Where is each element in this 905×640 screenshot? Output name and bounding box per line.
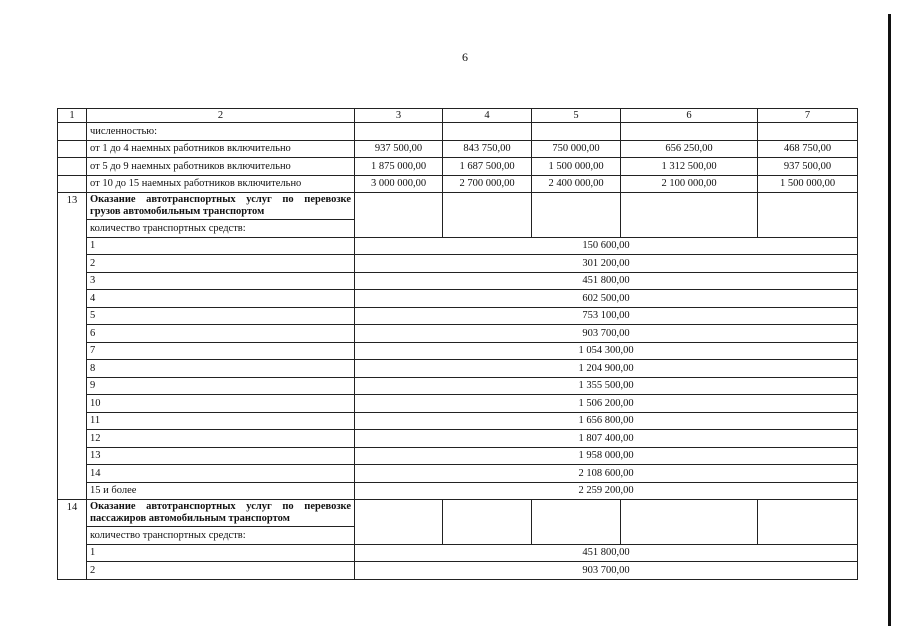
value-cell: 2 700 000,00 <box>443 175 532 193</box>
merged-value-cell: 903 700,00 <box>355 562 858 580</box>
merged-value-cell: 753 100,00 <box>355 307 858 325</box>
section-title: Оказание автотранспортных услуг по перевозке пассажиров автомобильным транспортом <box>87 500 355 527</box>
merged-value-cell: 2 108 600,00 <box>355 465 858 483</box>
table-row <box>58 272 858 290</box>
empty-value-cell <box>355 500 443 545</box>
merged-value-cell: 451 800,00 <box>355 544 858 562</box>
value-cell: 656 250,00 <box>621 140 758 158</box>
value-cell: 1 500 000,00 <box>758 175 858 193</box>
table-row <box>58 140 858 158</box>
merged-value-cell: 903 700,00 <box>355 325 858 343</box>
merged-value-cell: 150 600,00 <box>355 237 858 255</box>
value-cell: 750 000,00 <box>532 140 621 158</box>
row-label: 7 <box>87 342 355 360</box>
table-row <box>58 307 858 325</box>
table-row <box>58 360 858 378</box>
merged-value-cell: 1 204 900,00 <box>355 360 858 378</box>
page-number: 6 <box>462 50 468 64</box>
value-cell <box>532 123 621 141</box>
row-label: численностью: <box>87 123 355 141</box>
value-cell <box>443 123 532 141</box>
section-title-row <box>58 193 858 220</box>
table-row <box>58 430 858 448</box>
value-cell: 937 500,00 <box>355 140 443 158</box>
empty-value-cell <box>621 500 758 545</box>
row-label: 9 <box>87 377 355 395</box>
scan-edge-line <box>888 14 891 626</box>
row-label: 8 <box>87 360 355 378</box>
value-cell <box>621 123 758 141</box>
value-cell: 2 400 000,00 <box>532 175 621 193</box>
table-row <box>58 237 858 255</box>
value-cell: 843 750,00 <box>443 140 532 158</box>
column-number-cell: 5 <box>532 109 621 123</box>
value-cell: 3 000 000,00 <box>355 175 443 193</box>
empty-value-cell <box>758 500 858 545</box>
section-number: 13 <box>58 193 87 500</box>
row-number-cell <box>58 140 87 158</box>
row-label: от 1 до 4 наемных работников включительно <box>87 140 355 158</box>
row-label: 1 <box>87 237 355 255</box>
row-label: 1 <box>87 544 355 562</box>
value-cell <box>355 123 443 141</box>
empty-value-cell <box>443 193 532 238</box>
row-label: 2 <box>87 255 355 273</box>
column-number-row <box>58 109 858 123</box>
merged-value-cell: 1 807 400,00 <box>355 430 858 448</box>
column-number-cell: 3 <box>355 109 443 123</box>
row-number-cell <box>58 123 87 141</box>
merged-value-cell: 602 500,00 <box>355 290 858 308</box>
row-number-cell <box>58 175 87 193</box>
row-label: 10 <box>87 395 355 413</box>
merged-value-cell: 1 656 800,00 <box>355 412 858 430</box>
merged-value-cell: 1 054 300,00 <box>355 342 858 360</box>
value-cell: 1 687 500,00 <box>443 158 532 176</box>
table-row <box>58 377 858 395</box>
table-row <box>58 255 858 273</box>
empty-value-cell <box>355 193 443 238</box>
row-label: 6 <box>87 325 355 343</box>
value-cell: 468 750,00 <box>758 140 858 158</box>
row-label: 14 <box>87 465 355 483</box>
table-row <box>58 290 858 308</box>
table-row <box>58 544 858 562</box>
merged-value-cell: 1 355 500,00 <box>355 377 858 395</box>
section-sublabel: количество транспортных средств: <box>87 220 355 238</box>
value-cell: 1 500 000,00 <box>532 158 621 176</box>
column-number-cell: 2 <box>87 109 355 123</box>
column-number-cell: 1 <box>58 109 87 123</box>
empty-value-cell <box>621 193 758 238</box>
table-row <box>58 482 858 500</box>
row-label: от 5 до 9 наемных работников включительно <box>87 158 355 176</box>
row-label: 5 <box>87 307 355 325</box>
merged-value-cell: 301 200,00 <box>355 255 858 273</box>
table-row <box>58 562 858 580</box>
value-cell: 937 500,00 <box>758 158 858 176</box>
merged-value-cell: 2 259 200,00 <box>355 482 858 500</box>
row-label: 4 <box>87 290 355 308</box>
column-number-cell: 6 <box>621 109 758 123</box>
table-row <box>58 123 858 141</box>
row-label: 12 <box>87 430 355 448</box>
table-row <box>58 158 858 176</box>
empty-value-cell <box>443 500 532 545</box>
empty-value-cell <box>532 193 621 238</box>
section-title-row <box>58 500 858 527</box>
merged-value-cell: 1 506 200,00 <box>355 395 858 413</box>
table-row <box>58 325 858 343</box>
section-title: Оказание автотранспортных услуг по перевозке грузов автомобильным транспортом <box>87 193 355 220</box>
value-cell: 1 312 500,00 <box>621 158 758 176</box>
row-label: 11 <box>87 412 355 430</box>
value-cell <box>758 123 858 141</box>
value-cell: 2 100 000,00 <box>621 175 758 193</box>
section-sublabel: количество транспортных средств: <box>87 527 355 545</box>
table-row <box>58 342 858 360</box>
row-label: от 10 до 15 наемных работников включительно <box>87 175 355 193</box>
table-row <box>58 412 858 430</box>
tax-rate-table <box>57 108 858 580</box>
column-number-cell: 4 <box>443 109 532 123</box>
row-label: 15 и более <box>87 482 355 500</box>
table-row <box>58 175 858 193</box>
table-row <box>58 395 858 413</box>
empty-value-cell <box>758 193 858 238</box>
merged-value-cell: 451 800,00 <box>355 272 858 290</box>
row-label: 2 <box>87 562 355 580</box>
row-label: 13 <box>87 447 355 465</box>
table-row <box>58 447 858 465</box>
table-row <box>58 465 858 483</box>
row-number-cell <box>58 158 87 176</box>
empty-value-cell <box>532 500 621 545</box>
value-cell: 1 875 000,00 <box>355 158 443 176</box>
column-number-cell: 7 <box>758 109 858 123</box>
merged-value-cell: 1 958 000,00 <box>355 447 858 465</box>
row-label: 3 <box>87 272 355 290</box>
section-number: 14 <box>58 500 87 580</box>
